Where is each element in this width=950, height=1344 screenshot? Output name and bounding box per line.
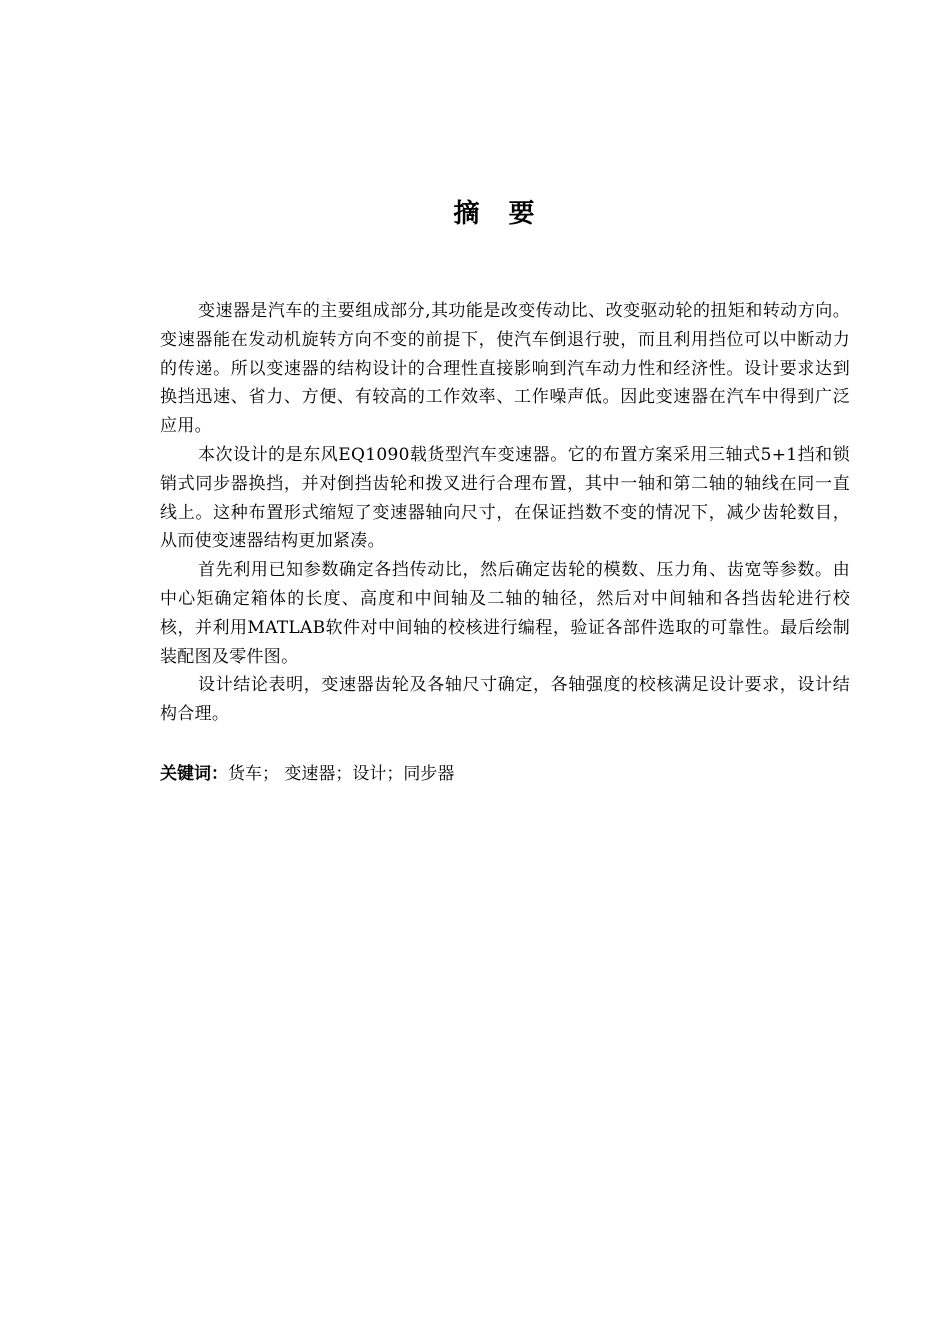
keywords-label: 关键词： [160,764,228,784]
abstract-paragraph-2: 本次设计的是东风EQ1090载货型汽车变速器。它的布置方案采用三轴式5+1挡和锁销式同步器换挡，并对倒挡齿轮和拨叉进行合理布置，其中一轴和第二轴的轴线在同一直线上。这种布置形式缩短了变速器轴向尺寸，在保证挡数不变的情况下，减少齿轮数目，从而使变速器结构更加紧凑。 [160,444,850,552]
keywords-line [160,760,850,788]
abstract-title: 摘 要 [453,199,545,229]
abstract-paragraph-4: 设计结论表明，变速器齿轮及各轴尺寸确定，各轴强度的校核满足设计要求，设计结构合理。 [160,675,850,725]
abstract-body [160,297,850,729]
abstract-paragraph-1: 变速器是汽车的主要组成部分,其功能是改变传动比、改变驱动轮的扭矩和转动方向。变速器能在发动机旋转方向不变的前提下，使汽车倒退行驶，而且利用挡位可以中断动力的传递。所以变速器的结构设计的合理性直接影响到汽车动力性和经济性。设计要求达到换挡迅速、省力、方便、有较高的工作效率、工作噪声低。因此变速器在汽车中得到广泛应用。 [160,301,850,437]
keywords-value: 货车； 变速器；设计；同步器 [228,764,455,784]
abstract-paragraph-3: 首先利用已知参数确定各挡传动比，然后确定齿轮的模数、压力角、齿宽等参数。由中心矩确定箱体的长度、高度和中间轴及二轴的轴径，然后对中间轴和各挡齿轮进行校核，并利用MATLAB软件对中间轴的校核进行编程，验证各部件选取的可靠性。最后绘制装配图及零件图。 [160,560,850,667]
